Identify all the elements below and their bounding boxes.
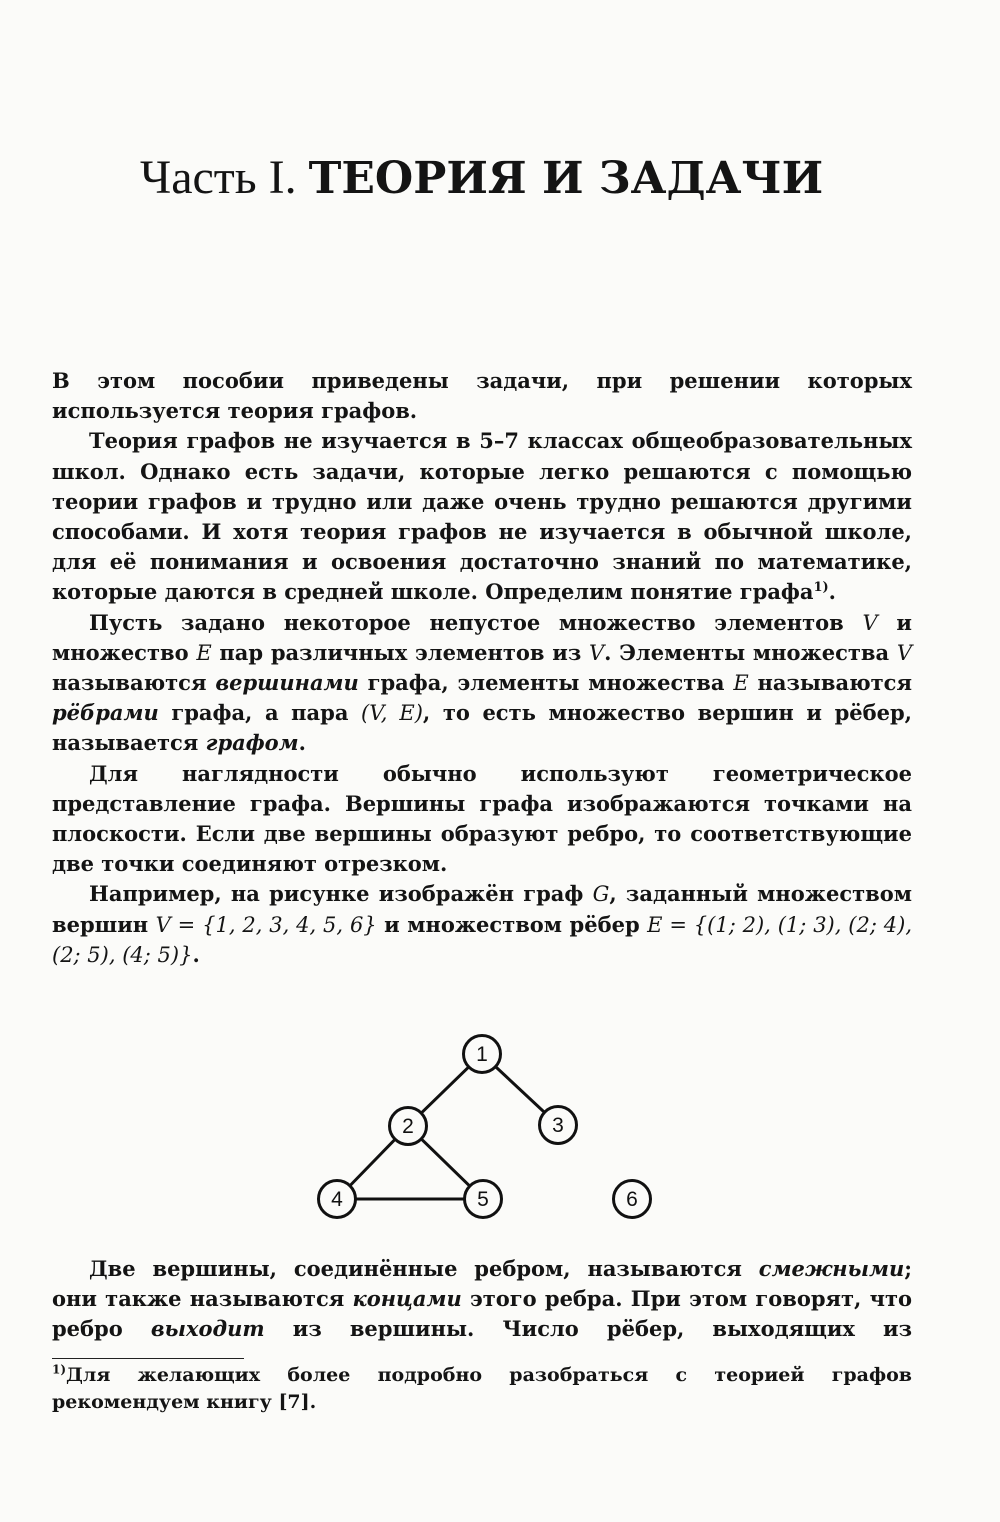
- graph-vertex-4: [319, 1181, 356, 1218]
- paragraph-end: .: [828, 579, 836, 605]
- footnote-divider: [52, 1358, 244, 1359]
- term-ends: концами: [352, 1286, 462, 1312]
- paragraph-geometric: Для наглядности обычно используют геометрическое представление графа. Вершины графа изображаются точками на плоскости. Если две вершины образуют ребро, то соответствующие две точки соединяют отрезком.: [52, 760, 912, 877]
- footnote-marker: 1): [52, 1362, 67, 1377]
- part-title-prefix: Часть I.: [140, 151, 297, 204]
- math-symbol: V: [862, 610, 878, 635]
- main-text-block: [52, 366, 912, 970]
- text-run: , заданный множеством вершин: [52, 881, 912, 937]
- text-run: , то есть множество вершин и рёбер, называется: [52, 700, 912, 756]
- paragraph-text: Теория графов не изучается в 5–7 классах общеобразовательных школ. Однако есть задачи, которые легко решаются с помощью теории графов и трудно или даже очень трудно решаются другими способами. И хотя теория графов не изучается в обычной школе, для её понимания и освоения достаточно знаний по математике, которые даются в средней школе. Определим понятие графа: [52, 428, 912, 605]
- paragraph-example: [52, 879, 912, 970]
- vertex-label: 4: [331, 1188, 343, 1211]
- graph-edge-2-4: [350, 1139, 395, 1185]
- graph-vertices: [319, 1036, 651, 1218]
- paragraph-graph-definition: [52, 608, 912, 759]
- graph-vertex-2: [390, 1108, 427, 1145]
- footnote-reference: 1): [813, 580, 829, 596]
- math-symbol: V: [896, 640, 912, 665]
- text-run: называются: [52, 670, 216, 696]
- math-vertex-set: V = {1, 2, 3, 4, 5, 6}: [155, 912, 377, 937]
- math-symbol: E: [196, 640, 212, 665]
- vertex-label: 6: [626, 1188, 638, 1211]
- text-run: Например, на рисунке изображён граф: [89, 881, 593, 907]
- vertex-label: 2: [402, 1115, 414, 1138]
- text-run: Две вершины, соединённые ребром, называются: [89, 1256, 759, 1281]
- graph-edge-1-2: [421, 1067, 468, 1113]
- text-run: . Элементы множества: [604, 639, 897, 665]
- continued-text-block: [52, 1254, 912, 1345]
- text-run: .: [298, 730, 306, 756]
- graph-vertex-6: [614, 1181, 651, 1218]
- graph-vertex-5: [465, 1181, 502, 1218]
- math-pair: (V, E): [361, 701, 423, 726]
- vertex-label: 5: [477, 1188, 489, 1211]
- vertex-label: 3: [552, 1114, 564, 1137]
- paragraph-adjacent: [52, 1254, 912, 1345]
- math-symbol: G: [592, 882, 610, 907]
- term-leaves: выходит: [150, 1316, 265, 1342]
- text-run: из вершины. Число рёбер, выходящих из: [264, 1316, 912, 1342]
- graph-vertex-3: [540, 1107, 577, 1144]
- graph-vertex-1: [464, 1036, 501, 1073]
- math-symbol: E: [733, 671, 749, 696]
- text-run: графа, а пара: [158, 700, 362, 726]
- text-run: и множеством рёбер: [376, 911, 648, 937]
- text-run: Пусть задано некоторое непустое множество элементов: [89, 609, 863, 635]
- text-run: и множество: [52, 609, 912, 665]
- graph-edge-1-3: [496, 1067, 545, 1113]
- term-graph: графом: [205, 730, 299, 756]
- paragraph-graph-theory-school: [52, 426, 912, 607]
- text-run: графа, элементы множества: [358, 670, 734, 696]
- footnote-text: Для желающих более подробно разобраться с теорией графов рекомендуем книгу [7].: [52, 1364, 912, 1413]
- text-run: ; они также называются: [52, 1256, 912, 1312]
- part-title-main: ТЕОРИЯ И ЗАДАЧИ: [308, 153, 824, 204]
- footnote: [52, 1362, 912, 1416]
- paragraph-intro: В этом пособии приведены задачи, при решении которых используется теория графов.: [52, 368, 912, 424]
- term-adjacent: смежными: [758, 1256, 905, 1281]
- text-run: называются: [748, 670, 912, 696]
- vertex-label: 1: [476, 1043, 488, 1066]
- text-run: .: [192, 941, 200, 967]
- graph-edge-2-5: [421, 1139, 469, 1186]
- text-run: этого ребра. При этом говорят, что ребро: [52, 1286, 912, 1342]
- term-vertices: вершинами: [215, 670, 359, 696]
- text-run: пар различных элементов из: [211, 639, 589, 665]
- graph-edges: [350, 1067, 545, 1199]
- math-edge-set: E = {(1; 2), (1; 3), (2; 4), (2; 5), (4; 5)}: [52, 912, 912, 967]
- term-edges: рёбрами: [52, 700, 159, 726]
- math-symbol: V: [589, 640, 605, 665]
- graph-figure: [300, 1030, 680, 1230]
- part-title: [140, 148, 823, 209]
